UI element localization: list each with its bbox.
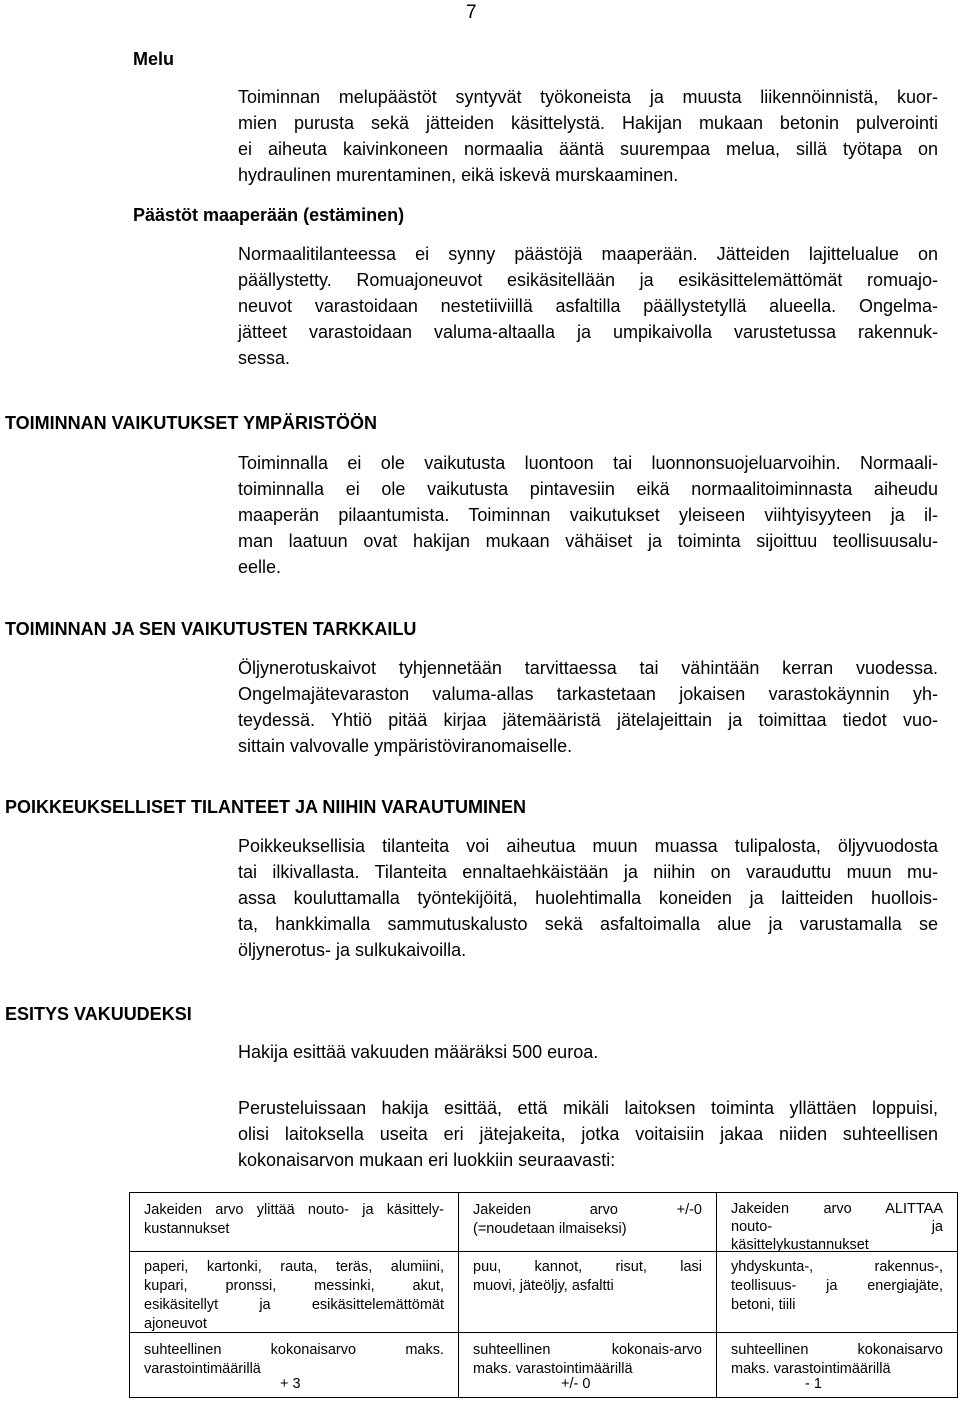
table-row xyxy=(130,1333,958,1398)
cell-text-line: varastointimäärillä xyxy=(144,1361,261,1377)
text-line: Poikkeuksellisia tilanteita voi aiheutua muun muassa tulipalosta, öljyvuodosta xyxy=(238,836,938,856)
table-cell xyxy=(717,1333,958,1398)
cell-text-line: suhteellinen kokonaisarvo xyxy=(731,1342,943,1358)
section-heading-vaikutukset: TOIMINNAN VAIKUTUKSET YMPÄRISTÖÖN xyxy=(5,413,378,433)
text-line: Toiminnalla ei ole vaikutusta luontoon tai luonnonsuojeluarvoihin. Normaali- xyxy=(238,453,938,473)
cell-text-line: suhteellinen kokonaisarvo maks. xyxy=(144,1342,444,1358)
text-line: teydessä. Yhtiö pitää kirjaa jätemääristä jätelajeittain ja toimittaa tiedot vuo- xyxy=(238,710,938,730)
table-header-cell xyxy=(459,1193,717,1252)
table-cell xyxy=(130,1252,459,1333)
text-line: eelle. xyxy=(238,557,282,577)
cell-text-line: Jakeiden arvo ALITTAA xyxy=(731,1201,943,1217)
page-number: 7 xyxy=(466,2,477,23)
score-value: - 1 xyxy=(805,1376,822,1392)
text-line: sessa. xyxy=(238,348,291,368)
paragraph-perustelu xyxy=(238,1095,938,1173)
cell-text-line: esikäsitellyt ja esikäsittelemättömät xyxy=(144,1297,444,1313)
section-heading-vakuus: ESITYS VAKUUDEKSI xyxy=(5,1004,192,1024)
text-line: mien purusta sekä jätteiden käsittelystä. Hakijan mukaan betonin pulverointi xyxy=(238,113,938,133)
cell-text-line: nouto- ja xyxy=(731,1219,943,1235)
cell-text-line: suhteellinen kokonais-arvo xyxy=(473,1342,702,1358)
text-line: Ongelmajätevaraston valuma-allas tarkastetaan jokaisen varastokäynnin yh- xyxy=(238,684,938,704)
cell-text-line: teollisuus- ja energiajäte, xyxy=(731,1278,943,1294)
text-line: tai ilkivallasta. Tilanteita ennaltaehkäistään ja niihin on varauduttu muun mu- xyxy=(238,862,938,882)
paragraph-tarkkailu xyxy=(238,655,938,759)
cell-text-line: ajoneuvot xyxy=(144,1316,207,1332)
cell-text-line: betoni, tiili xyxy=(731,1297,796,1313)
paragraph-poikkeukselliset xyxy=(238,833,938,963)
table-header-cell xyxy=(130,1193,459,1252)
section-heading-melu: Melu xyxy=(133,49,175,69)
score-value: + 3 xyxy=(280,1376,301,1392)
text-line: Öljynerotuskaivot tyhjennetään tarvittaessa tai vähintään kerran vuodessa. xyxy=(238,658,938,678)
cell-text-line: kustannukset xyxy=(144,1221,230,1237)
score-value: +/- 0 xyxy=(561,1376,591,1392)
cell-text-line: käsittelykustannukset xyxy=(731,1237,869,1253)
waste-value-table xyxy=(129,1192,958,1398)
text-line: ta, hankkimalla sammutuskalusto sekä asfaltoimalla alue ja varustamalla se xyxy=(238,914,938,934)
text-line: olisi laitoksella useita eri jätejakeita, jotka voitaisiin jakaa niiden suhteellisen xyxy=(238,1124,938,1144)
text-line: assa kouluttamalla työntekijöitä, huolehtimalla koneiden ja laitteiden huollois- xyxy=(238,888,938,908)
cell-text-line: muovi, jäteöljy, asfaltti xyxy=(473,1278,614,1294)
table-row xyxy=(130,1252,958,1333)
paragraph-melu xyxy=(238,84,938,188)
text-line: öljynerotus- ja sulkukaivoilla. xyxy=(238,940,467,960)
text-line: kokonaisarvon mukaan eri luokkiin seuraavasti: xyxy=(238,1150,616,1170)
section-heading-paastot: Päästöt maaperään (estäminen) xyxy=(133,205,405,225)
paragraph-vaikutukset xyxy=(238,450,938,580)
table-header-row xyxy=(130,1193,958,1252)
text-line: neuvot varastoidaan nestetiiviillä asfaltilla päällystetyllä alueella. Ongelma- xyxy=(238,296,938,316)
text-line: maaperän pilaantumista. Toiminnan vaikutukset yleiseen viihtyisyyteen ja il- xyxy=(238,505,938,525)
text-line: toiminnalla ei ole vaikutusta pintavesiin eikä normaalitoiminnasta aiheudu xyxy=(238,479,938,499)
cell-text-line: yhdyskunta-, rakennus-, xyxy=(731,1259,943,1275)
cell-text-line: (=noudetaan ilmaiseksi) xyxy=(473,1221,627,1237)
text-line: ei aiheuta kaivinkoneen normaalia ääntä suurempaa melua, sillä työtapa on xyxy=(238,139,938,159)
table-header-cell xyxy=(717,1193,958,1252)
cell-text-line: maks. varastointimäärillä xyxy=(731,1361,891,1377)
section-heading-poikkeukselliset: POIKKEUKSELLISET TILANTEET JA NIIHIN VARAUTUMINEN xyxy=(5,797,527,817)
text-line: Normaalitilanteessa ei synny päästöjä maaperään. Jätteiden lajittelualue on xyxy=(238,244,938,264)
vakuus-amount-text: Hakija esittää vakuuden määräksi 500 euroa. xyxy=(238,1042,599,1062)
text-line: Toiminnan melupäästöt syntyvät työkoneista ja muusta liikennöinnistä, kuor- xyxy=(238,87,938,107)
cell-text-line: maks. varastointimäärillä xyxy=(473,1361,633,1377)
text-line: sittain valvovalle ympäristöviranomaiselle. xyxy=(238,736,573,756)
text-line: man laatuun ovat hakijan mukaan vähäiset ja toiminta sijoittuu teollisuusalu- xyxy=(238,531,938,551)
cell-text-line: Jakeiden arvo +/-0 xyxy=(473,1202,702,1218)
table-cell xyxy=(717,1252,958,1333)
cell-text-line: Jakeiden arvo ylittää nouto- ja käsittely- xyxy=(144,1202,444,1218)
cell-text-line: kupari, pronssi, messinki, akut, xyxy=(144,1278,444,1294)
text-line: Perusteluissaan hakija esittää, että mikäli laitoksen toiminta yllättäen loppuisi, xyxy=(238,1098,938,1118)
text-line: jätteet varastoidaan valuma-altaalla ja umpikaivolla varustetussa rakennuk- xyxy=(238,322,938,342)
table-cell xyxy=(130,1333,459,1398)
paragraph-paastot xyxy=(238,241,938,371)
table-cell xyxy=(459,1252,717,1333)
cell-text-line: puu, kannot, risut, lasi xyxy=(473,1259,702,1275)
text-line: hydraulinen murentaminen, eikä iskevä murskaaminen. xyxy=(238,165,679,185)
section-heading-tarkkailu: TOIMINNAN JA SEN VAIKUTUSTEN TARKKAILU xyxy=(5,619,417,639)
cell-text-line: paperi, kartonki, rauta, teräs, alumiini, xyxy=(144,1259,444,1275)
table-cell xyxy=(459,1333,717,1398)
text-line: päällystetty. Romuajoneuvot esikäsitellään ja esikäsittelemättömät romuajo- xyxy=(238,270,938,290)
